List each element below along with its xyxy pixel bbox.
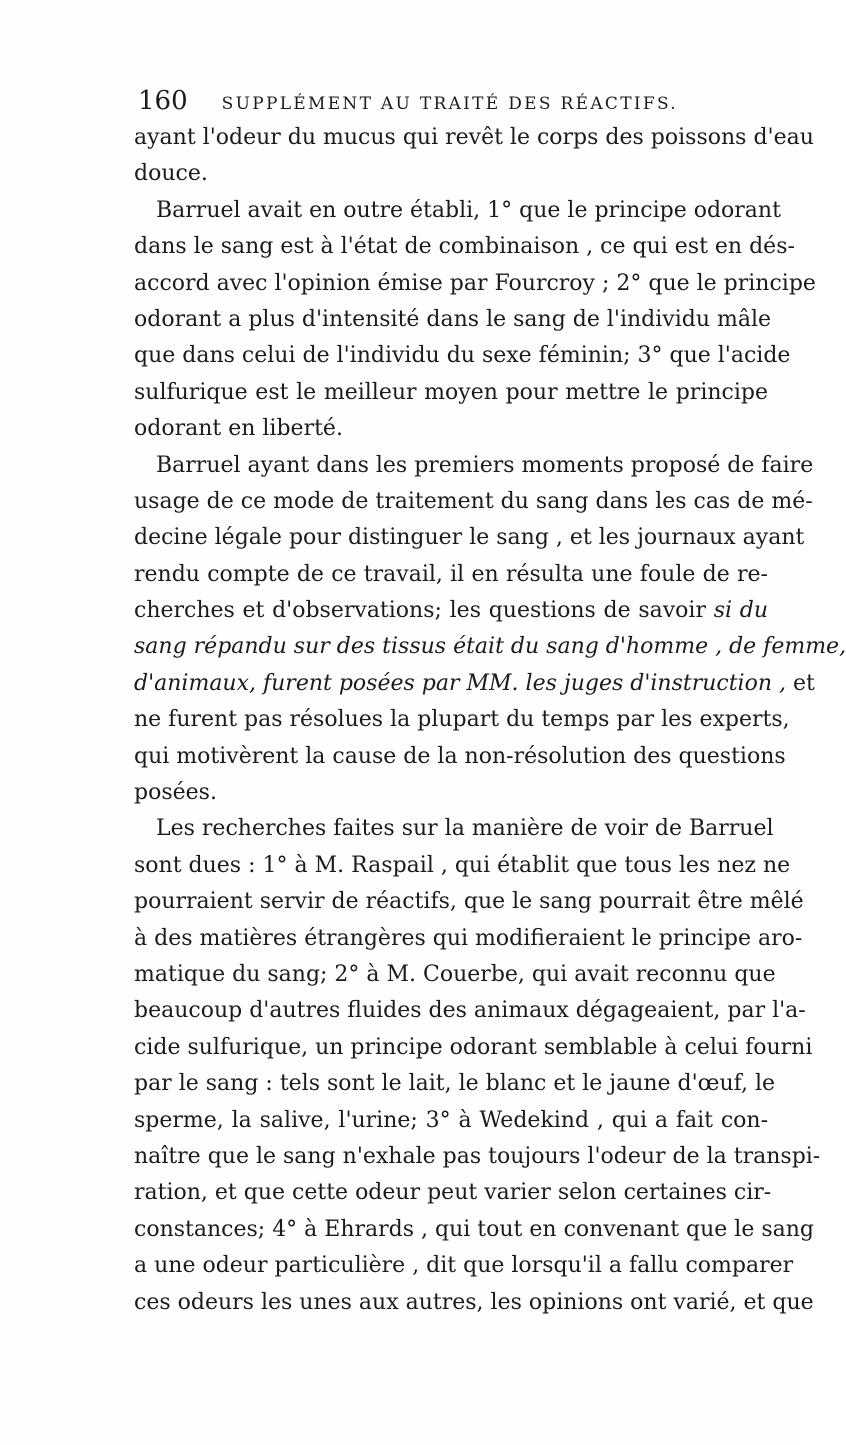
text-line: sang répandu sur des tissus était du sang d'homme , de femme,	[134, 634, 846, 660]
text-line: a une odeur particulière , dit que lorsqu'il a fallu comparer	[134, 1253, 794, 1279]
text-line: cherches et d'observations; les questions de savoir si du	[134, 598, 768, 624]
text-line: sulfurique est le meilleur moyen pour mettre le principe	[134, 379, 768, 405]
text-line: rendu compte de ce travail, il en résulta une foule de re-	[134, 561, 768, 587]
text-line: ne furent pas résolues la plupart du temps par les experts,	[134, 707, 790, 733]
text-line: dans le sang est à l'état de combinaison , ce qui est en dés-	[134, 234, 795, 260]
text-line: odorant en liberté.	[134, 416, 343, 442]
running-title: SUPPLÉMENT AU TRAITÉ DES RÉACTIFS.	[221, 94, 678, 114]
text-line: qui motivèrent la cause de la non-résolution des questions	[134, 743, 786, 769]
text-line: naître que le sang n'exhale pas toujours l'odeur de la transpi-	[134, 1143, 821, 1169]
text-line: beaucoup d'autres fluides des animaux dégageaient, par l'a-	[134, 998, 806, 1024]
text-line: accord avec l'opinion émise par Fourcroy ; 2° que le principe	[134, 270, 816, 296]
text-line: decine légale pour distinguer le sang , et les journaux ayant	[134, 525, 805, 551]
text-line: Les recherches faites sur la manière de voir de Barruel	[156, 816, 774, 842]
running-head	[138, 86, 698, 116]
text-line: odorant a plus d'intensité dans le sang de l'individu mâle	[134, 306, 772, 332]
text-line: posées.	[134, 780, 217, 806]
page-number: 160	[138, 86, 188, 116]
text-line: par le sang : tels sont le lait, le blanc et le jaune d'œuf, le	[134, 1071, 776, 1097]
text-line: pourraient servir de réactifs, que le sang pourrait être mêlé	[134, 889, 804, 915]
text-line: douce.	[134, 161, 208, 187]
text-line: matique du sang; 2° à M. Couerbe, qui avait reconnu que	[134, 961, 776, 987]
text-line: constances; 4° à Ehrards , qui tout en convenant que le sang	[134, 1216, 815, 1242]
text-line: cide sulfurique, un principe odorant semblable à celui fourni	[134, 1034, 813, 1060]
text-line: sperme, la salive, l'urine; 3° à Wedekind , qui a fait con-	[134, 1107, 768, 1133]
text-line: ces odeurs les unes aux autres, les opinions ont varié, et que	[134, 1289, 814, 1315]
text-line: que dans celui de l'individu du sexe féminin; 3° que l'acide	[134, 343, 791, 369]
text-line: ayant l'odeur du mucus qui revêt le corps des poissons d'eau	[134, 125, 814, 150]
text-line: usage de ce mode de traitement du sang dans les cas de mé-	[134, 488, 813, 514]
body-text	[134, 120, 846, 1321]
text-line: sont dues : 1° à M. Raspail , qui établit que tous les nez ne	[134, 852, 791, 878]
text-line: ration, et que cette odeur peut varier selon certaines cir-	[134, 1180, 772, 1206]
text-line: à des matières étrangères qui modifieraient le principe aro-	[134, 925, 803, 951]
text-line: Barruel avait en outre établi, 1° que le principe odorant	[156, 197, 781, 223]
text-line: Barruel ayant dans les premiers moments proposé de faire	[156, 452, 814, 478]
text-line: d'animaux, furent posées par MM. les juges d'instruction , et	[134, 670, 815, 696]
